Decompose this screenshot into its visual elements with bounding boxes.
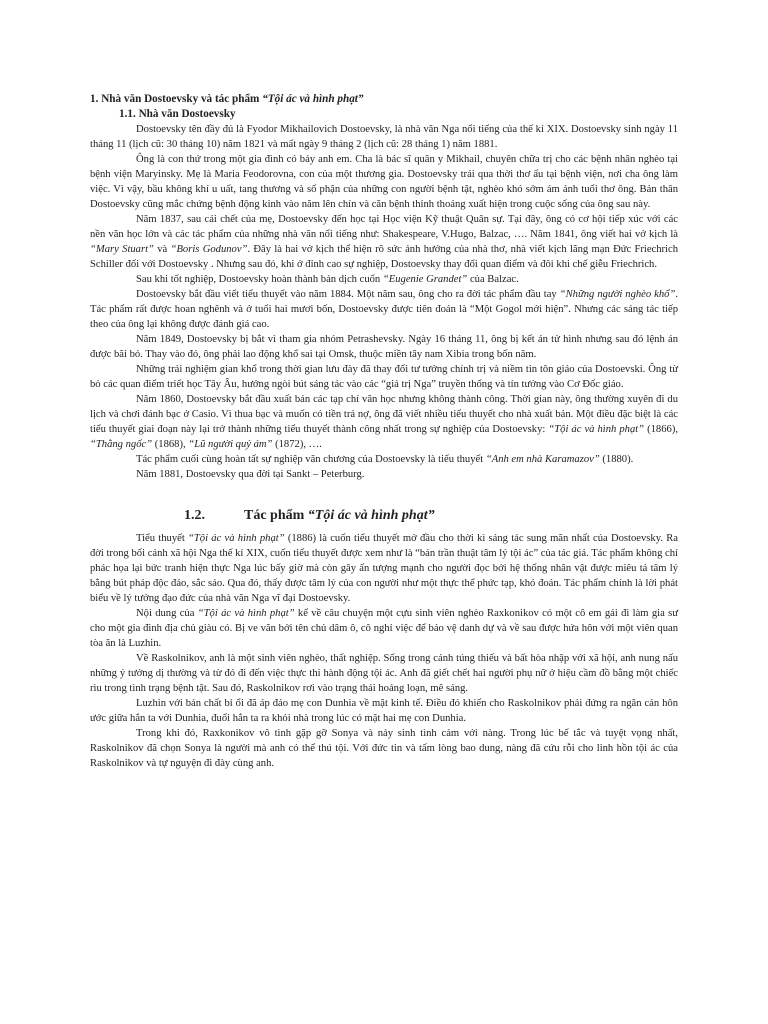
paragraph: Những trải nghiệm gian khổ trong thời gian lưu đày đã thay đổi tư tưởng chính trị và niềm tin tôn giáo của Dostoevski. Ông từ bỏ các quan điểm triết học Tây Âu, hướng ngòi bút sáng tác vào các “giá trị Nga” truyền thống và tín tưởng vào Cơ Đốc giáo. bbox=[90, 364, 678, 390]
section-1-2-heading-text: Tác phẩm bbox=[244, 508, 308, 523]
text: kể về câu chuyện một cựu sinh viên nghèo Raxkonikov có một cô em gái đi làm gia sư cho một gia đình địa chủ giàu có. Bị ve vãn bởi tên chủ dâm ô, cô nghỉ việc để bảo vệ danh dự và về sau được hứa hôn với một viên quan tòa ăn là Luzhin. bbox=[90, 608, 678, 649]
section-1-1-heading: 1.1. Nhà văn Dostoevsky bbox=[119, 108, 236, 120]
section-1-heading bbox=[90, 92, 678, 107]
text: và bbox=[153, 244, 171, 255]
work-title: “Tội ác và hình phạt” bbox=[188, 533, 285, 544]
paragraph: Về Raskolnikov, anh là một sinh viên nghèo, thất nghiệp. Sống trong cảnh túng thiếu và bất hòa nhập với xã hội, anh nung nấu những ý tưởng dị thường và từ đó đi đến việc thực thi hành động tội ác. Anh đã giết chết hai người phụ nữ ở hiệu cầm đồ bằng một chiếc rìu trong tình trạng bệnh tật. Sau đó, Raskolnikov rơi vào trạng thái hoảng loạn, mê sảng. bbox=[90, 653, 678, 694]
text: (1866), bbox=[644, 424, 679, 435]
paragraph: Dostoevsky tên đầy đủ là Fyodor Mikhailovich Dostoevsky, là nhà văn Nga nổi tiếng của thế kỉ XIX. Dostoevsky sinh ngày 11 tháng 11 (lịch cũ: 30 tháng 10) năm 1821 và mất ngày 9 tháng 2 (lịch cũ: 28 tháng 1) năm 1881. bbox=[90, 124, 678, 150]
work-title: “Anh em nhà Karamazov” bbox=[485, 454, 600, 465]
section-1-2-heading-title: “Tội ác và hình phạt” bbox=[307, 508, 435, 523]
paragraph: Năm 1881, Dostoevsky qua đời tại Sankt – Peterburg. bbox=[136, 469, 365, 480]
paragraph bbox=[90, 531, 678, 606]
work-title: “Lũ người quỷ ám” bbox=[188, 439, 273, 450]
text: . Đây là hai vở kịch thể hiện rõ sức ảnh hưởng của nhà thơ, nhà viết kịch lãng mạn Đức Friechrich Schiller đối với Dostoevsky . Nhưng sau đó, khi ở đỉnh cao sự nghiệp, Dostoevsky thay đổi quan điểm và đôi khi chế giễu Friechrich. bbox=[90, 244, 679, 270]
text: Nội dung của bbox=[136, 608, 198, 619]
paragraph: Luzhin với bản chất bỉ ổi đã áp đảo mẹ con Dunhia về mặt kinh tế. Điều đó khiến cho Raskolnikov phải đứng ra ngăn cản hôn ước giữa hắn ta với Dunhia, đuổi hắn ta ra khỏi nhà trong lúc có mặt hai mẹ con Dunhia. bbox=[90, 698, 678, 724]
paragraph bbox=[90, 212, 678, 272]
work-title: “Những người nghèo khổ” bbox=[559, 289, 676, 300]
document-body bbox=[90, 92, 678, 771]
work-title: “Eugenie Grandet” bbox=[382, 274, 468, 285]
text: của Balzac. bbox=[467, 274, 519, 285]
paragraph bbox=[90, 287, 678, 332]
paragraph bbox=[90, 606, 678, 651]
section-number: 1.2. bbox=[184, 508, 205, 523]
text: (1880). bbox=[599, 454, 634, 465]
text: Sau khi tốt nghiệp, Dostoevsky hoàn thành bản dịch cuốn bbox=[136, 274, 383, 285]
paragraph: Trong khi đó, Raxkonikov vô tình gặp gỡ Sonya và nảy sinh tình cảm với nàng. Trong lúc bế tắc và tuyệt vọng nhất, Raskolnikov đã chọn Sonya là người mà anh có thể thú tội. Với đức tin và tấm lòng bao dung, nàng đã cứu rỗi cho linh hồn tội ác của Raskolnikov và tự nguyện đi đày cùng anh. bbox=[90, 728, 678, 769]
work-title: “Tội ác và hình phạt” bbox=[197, 608, 295, 619]
text: (1886) là cuốn tiểu thuyết mở đầu cho thời kì sáng tác sung mãn nhất của Dostoevsky. Ra đời trong bối cảnh xã hội Nga thế kỉ XIX, cuốn tiểu thuyết được xem như là “bản trần thuật tâm lý tội ác” của tác giả. Tác phẩm không chỉ phác họa lại bức tranh hiện thực Nga lúc bấy giờ mà còn gây ấn tượng mạnh cho người đọc bởi hệ thống nhân vật được miêu tả tâm lý bằng bút pháp độc đáo, sắc sảo. Qua đó, thấy được tâm lý của con người như một thực thể phức tạp, khó đoán. Tác phẩm chính là lời phát biểu về lý tưởng đạo đức của nhà văn Nga vĩ đại Dostoevsky. bbox=[90, 533, 678, 604]
text: (1868), bbox=[152, 439, 189, 450]
text: (1872), …. bbox=[272, 439, 322, 450]
paragraph bbox=[90, 452, 678, 467]
paragraph: Năm 1849, Dostoevsky bị bắt vì tham gia nhóm Petrashevsky. Ngày 16 tháng 11, ông bị kết án tử hình nhưng sau đó lệnh án được bãi bỏ. Thay vào đó, ông phải lao động khổ sai tại Omsk, thuộc miền tây nam Xibia trong bốn năm. bbox=[90, 334, 678, 360]
work-title: “Mary Stuart” bbox=[90, 244, 154, 255]
text: Dostoevsky bắt đầu viết tiểu thuyết vào năm 1884. Một năm sau, ông cho ra đời tác phẩm đầu tay bbox=[136, 289, 560, 300]
text: Năm 1837, sau cái chết của mẹ, Dostoevsky đến học tại Học viện Kỹ thuật Quân sự. Tại đây, ông có cơ hội tiếp xúc với các nền văn học lớn và các tác phẩm của những nhà văn nổi tiếng như: Shakespeare, V.Hugo, Balzac, …. Năm 1841, ông viết hai vở kịch là bbox=[90, 214, 678, 240]
section-1-2-heading bbox=[184, 507, 678, 525]
section-1-heading-text: 1. Nhà văn Dostoevsky và tác phẩm bbox=[90, 93, 263, 105]
work-title: “Boris Godunov” bbox=[170, 244, 248, 255]
paragraph bbox=[90, 272, 678, 287]
work-title: “Tội ác và hình phạt” bbox=[548, 424, 645, 435]
paragraph: Ông là con thứ trong một gia đình có bảy anh em. Cha là bác sĩ quân y Mikhail, chuyên chữa trị cho các bệnh nhân nghèo tại bệnh viện Maryinsky. Mẹ là Maria Feodorovna, con của một thương gia. Dostoevsky trải qua thời thơ ấu tại bệnh viện, nơi cha ông làm việc. Vì vậy, bầu không khí u uất, tang thương và số phận của những con người bệnh tật, nghèo khó sớm ám ảnh tuổi thơ ông. Bản thân Dostoevsky cũng mắc chứng bệnh động kinh vào năm lên chín và căn bệnh thỉnh thoảng xuất hiện trong cuộc sống của ông sau này. bbox=[90, 154, 678, 210]
text: . Tác phẩm rất được hoan nghênh và ở tuổi hai mươi bốn, Dostoevsky được tiên đoán là “Một Gogol mới hiện”. Nhưng các sáng tác tiếp theo của ông lại không được đánh giá cao. bbox=[90, 289, 678, 330]
text: Tác phẩm cuối cùng hoàn tất sự nghiệp văn chương của Dostoevsky là tiểu thuyết bbox=[136, 454, 486, 465]
text: Tiểu thuyết bbox=[136, 533, 189, 544]
section-1-heading-title: “Tội ác và hình phạt” bbox=[262, 93, 364, 105]
work-title: “Thằng ngốc” bbox=[90, 439, 153, 450]
paragraph bbox=[90, 392, 678, 452]
text: Năm 1860, Dostoevsky bắt đầu xuất bản các tạp chí văn học nhưng không thành công. Thời gian này, ông thường xuyên đi du lịch và chơi đánh bạc ở Casio. Vì thua bạc và muốn có tiền trả nợ, ông đã viết nhiều tiểu thuyết cho nhà xuất bản. Một điều đặc biệt là các tiểu thuyết giai đoạn này lại trở thành những tiểu thuyết thành công nhất trong sự nghiệp của Dostoevsky: bbox=[90, 394, 678, 435]
